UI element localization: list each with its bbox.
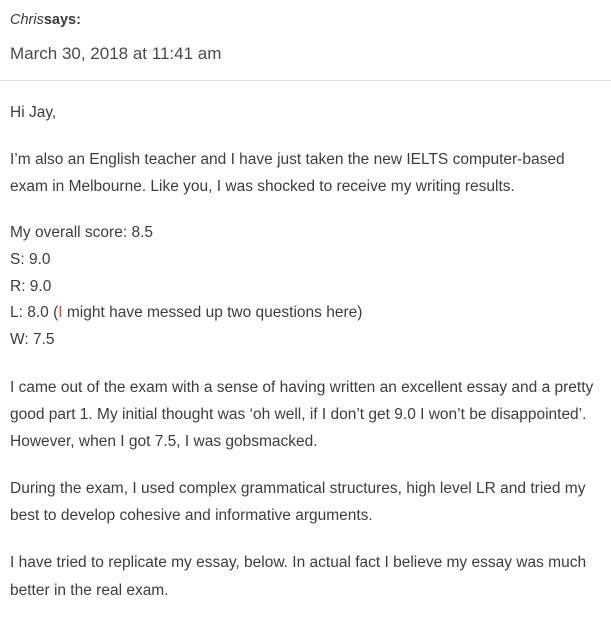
score-listening-prefix: L: 8.0 ( [10,304,59,322]
comment-paragraph-greeting: Hi Jay, [10,104,57,122]
comment-meta [0,0,611,66]
score-speaking: S: 9.0 [10,251,51,269]
comment-paragraph-intro: I’m also an English teacher and I have just taken the new IELTS computer-based exam in Melbourne. Like you, I was shocked to receive my writing results. [10,151,565,196]
score-writing: W: 7.5 [10,331,55,349]
score-listening-suffix: might have messed up two questions here) [62,304,363,322]
comment-paragraph-exam-approach: During the exam, I used complex grammatical structures, high level LR and tried my best to develop cohesive and informative arguments. [10,480,586,525]
score-reading: R: 9.0 [10,277,52,295]
comment-paragraph-exam-reaction: I came out of the exam with a sense of having written an excellent essay and a pretty good part 1. My initial thought was ‘oh well, if I don’t get 9.0 I won’t be disappointed’. However, when I got 7.5, I was gobsmacked. [10,378,594,450]
score-listening-highlight: I [58,304,63,322]
score-listening [10,300,601,327]
comment-paragraph-essay-replication: I have tried to replicate my essay, below. In actual fact I believe my essay was much better in the real exam. [10,554,587,599]
comment-author-line [10,10,601,30]
comment-date[interactable]: March 30, 2018 at 11:41 am [10,44,222,64]
score-block [10,220,601,353]
comment-author-name: Chris [10,12,44,28]
comment-body [0,81,611,604]
score-overall: My overall score: 8.5 [10,224,153,242]
comment-says-label: says: [43,12,81,28]
